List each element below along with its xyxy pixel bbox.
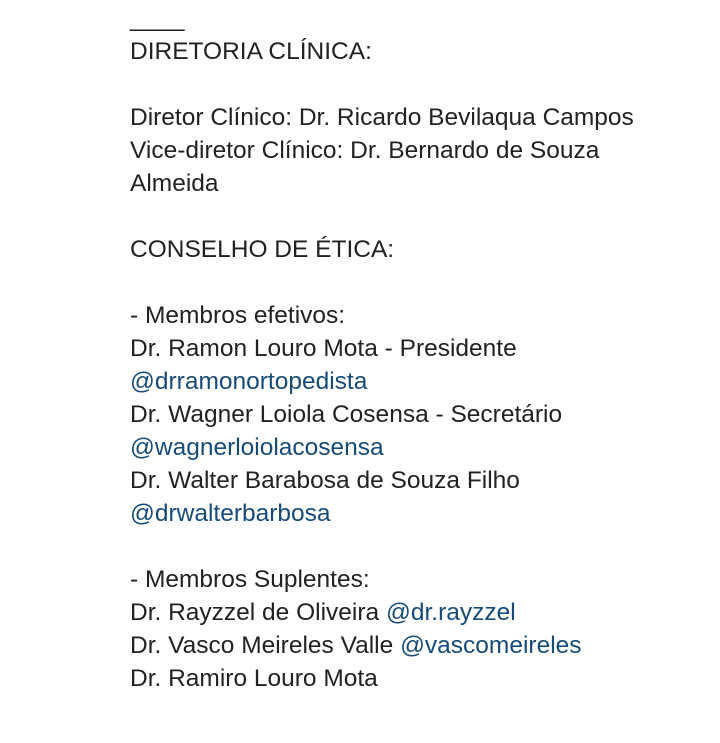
diretor-clinico: Diretor Clínico: Dr. Ricardo Bevilaqua Campos <box>130 104 634 131</box>
blank-line <box>130 530 690 563</box>
conselho-heading: CONSELHO DE ÉTICA: <box>130 236 395 263</box>
suplente-row <box>130 662 690 695</box>
instagram-handle-link[interactable]: @dr.rayzzel <box>385 599 516 626</box>
vice-diretor-clinico: Vice-diretor Clínico: Dr. Bernardo de Souza Almeida <box>130 137 600 197</box>
suplentes-heading: - Membros Suplentes: <box>130 566 370 593</box>
message-text <box>130 2 690 695</box>
suplente-row <box>130 596 690 629</box>
instagram-handle-link[interactable]: @vascomeireles <box>400 632 582 659</box>
member-name: Dr. Wagner Loiola Cosensa - Secretário <box>130 401 563 428</box>
member-name: Dr. Vasco Meireles Valle <box>130 632 394 659</box>
member-name: Dr. Rayzzel de Oliveira <box>130 599 380 626</box>
member-name: Dr. Walter Barabosa de Souza Filho <box>130 467 520 494</box>
divider-line: ____ <box>130 5 185 32</box>
instagram-handle-link[interactable]: @drramonortopedista <box>130 368 368 395</box>
member-name: Dr. Ramiro Louro Mota <box>130 665 378 692</box>
suplente-row <box>130 629 690 662</box>
instagram-handle-link[interactable]: @drwalterbarbosa <box>130 500 331 527</box>
blank-line <box>130 68 690 101</box>
member-name: Dr. Ramon Louro Mota - Presidente <box>130 335 517 362</box>
blank-line <box>130 266 690 299</box>
blank-line <box>130 200 690 233</box>
efetivos-heading: - Membros efetivos: <box>130 302 346 329</box>
instagram-handle-link[interactable]: @wagnerloiolacosensa <box>130 434 384 461</box>
diretoria-heading: DIRETORIA CLÍNICA: <box>130 38 372 65</box>
